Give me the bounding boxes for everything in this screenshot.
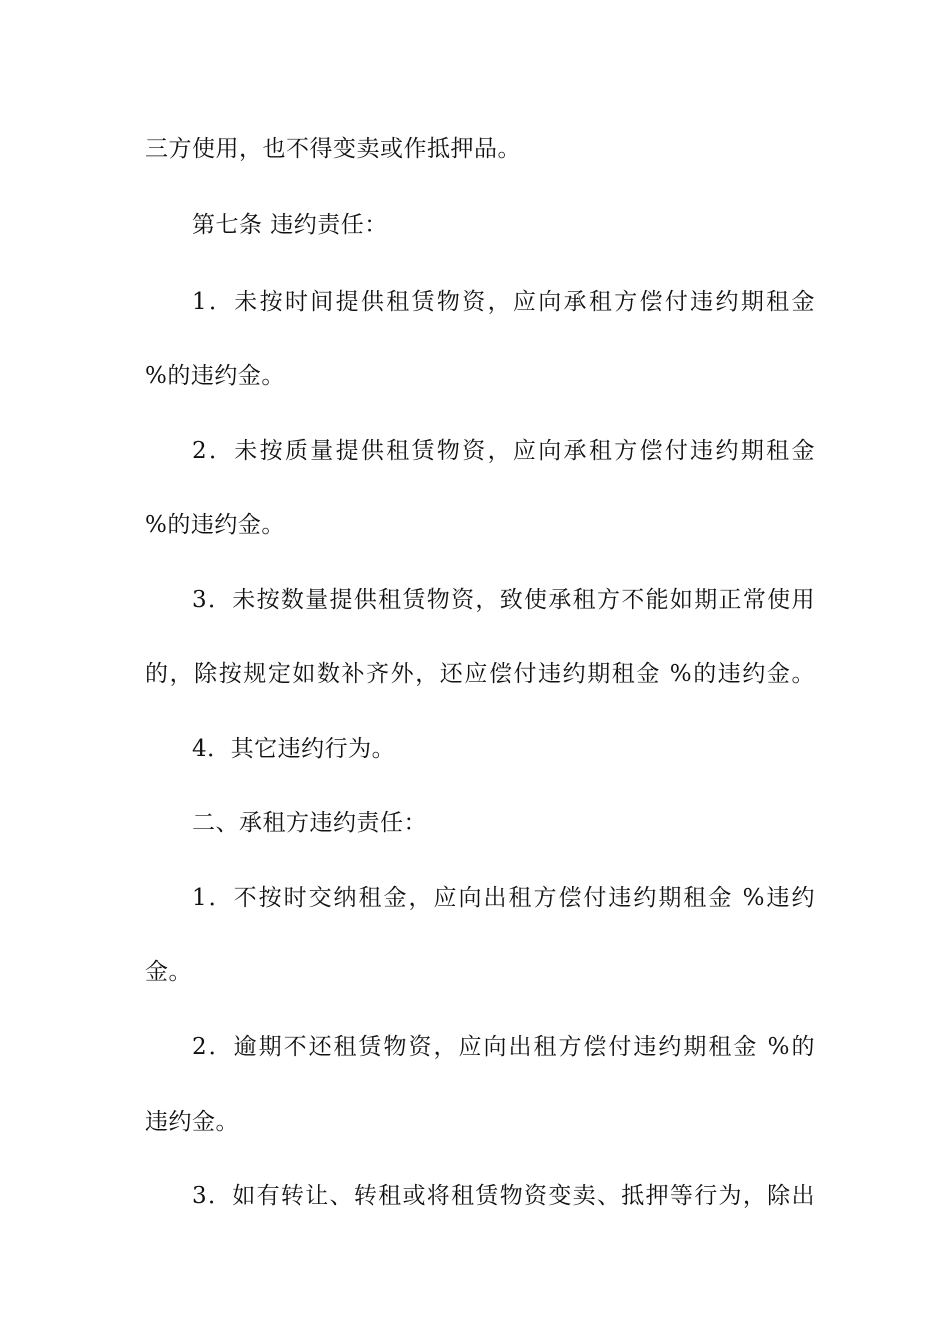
paragraph-line: %的违约金。 [145, 363, 285, 389]
paragraph-line: 的，除按规定如数补齐外，还应偿付违约期租金 %的违约金。 [145, 661, 815, 687]
article-heading: 第七条 违约责任： [192, 212, 388, 238]
paragraph-line: %的违约金。 [145, 512, 285, 538]
paragraph-line: 4．其它违约行为。 [192, 736, 396, 762]
paragraph-line: 三方使用，也不得变卖或作抵押品。 [145, 136, 521, 162]
paragraph-line: 1．未按时间提供租赁物资，应向承租方偿付违约期租金 [192, 289, 815, 315]
paragraph-line: 3．未按数量提供租赁物资，致使承租方不能如期正常使用 [192, 587, 815, 613]
paragraph-line: 违约金。 [145, 1109, 239, 1135]
section-heading: 二、承租方违约责任： [192, 810, 427, 836]
paragraph-line: 2．逾期不还租赁物资，应向出租方偿付违约期租金 %的 [192, 1034, 815, 1060]
paragraph-line: 2．未按质量提供租赁物资，应向承租方偿付违约期租金 [192, 438, 815, 464]
paragraph-line: 金。 [145, 959, 192, 985]
paragraph-line: 1．不按时交纳租金，应向出租方偿付违约期租金 %违约 [192, 885, 815, 911]
paragraph-line: 3．如有转让、转租或将租赁物资变卖、抵押等行为，除出 [192, 1183, 815, 1209]
